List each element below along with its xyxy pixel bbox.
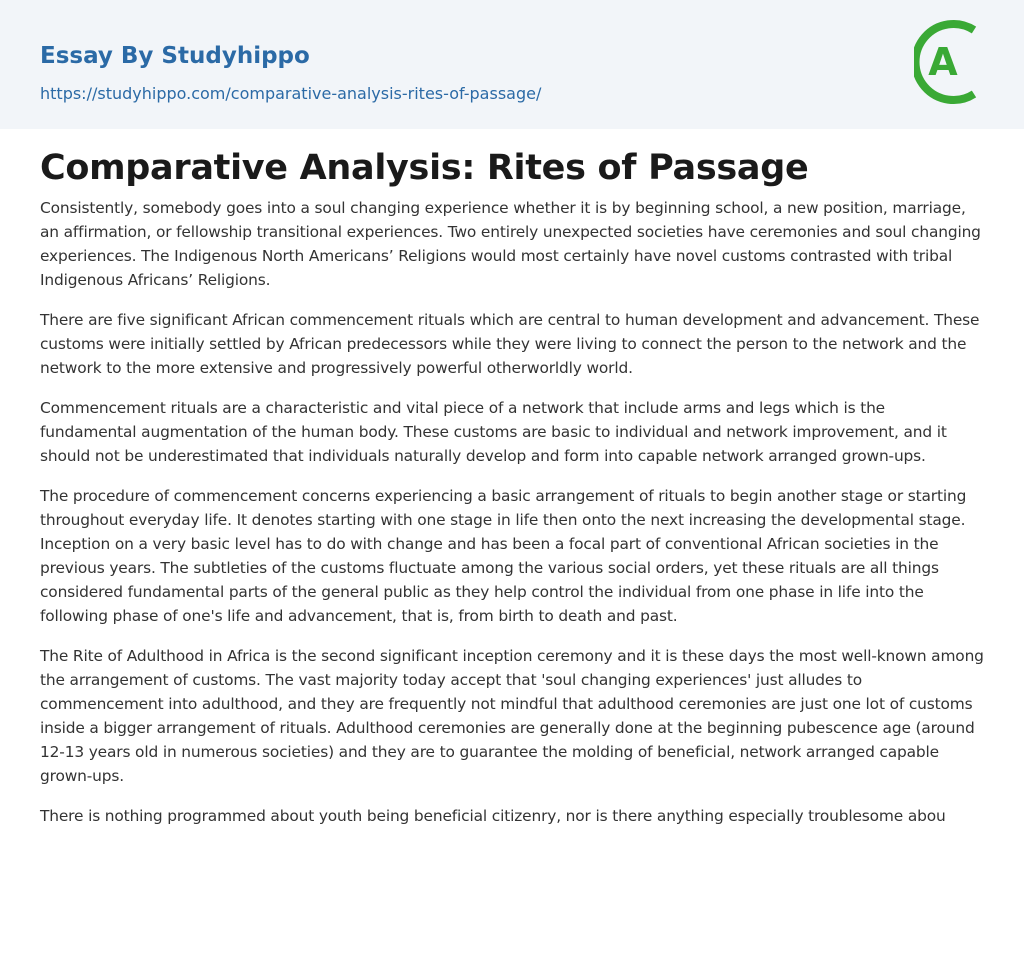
article-title: Comparative Analysis: Rites of Passage bbox=[40, 148, 809, 188]
article-paragraph: The Rite of Adulthood in Africa is the second significant inception ceremony and it is these days the most well-known among the arrangement of customs. The vast majority today accept that 'soul changing experiences' just alludes to commencement into adulthood, and they are frequently not mindful that adulthood ceremonies are just one lot of customs inside a bigger arrangement of rituals. Adulthood ceremonies are generally done at the beginning pubescence age (around 12-13 years old in numerous societies) and they are to guarantee the molding of beneficial, network arranged capable grown-ups. bbox=[40, 647, 984, 785]
site-brand[interactable]: Essay By Studyhippo bbox=[40, 43, 310, 69]
studyhippo-logo-icon[interactable] bbox=[914, 18, 986, 106]
article-paragraph: The procedure of commencement concerns experiencing a basic arrangement of rituals to begin another stage or starting throughout everyday life. It denotes starting with one stage in life then onto the next increasing the developmental stage. Inception on a very basic level has to do with change and has been a focal part of conventional African societies in the previous years. The subtleties of the customs fluctuate among the various social orders, yet these rituals are all things considered fundamental parts of the general public as they help control the individual from one phase in life into the following phase of one's life and advancement, that is, from birth to death and past. bbox=[40, 487, 967, 625]
logo-letter: A bbox=[928, 40, 958, 84]
article-paragraph: Commencement rituals are a characteristic and vital piece of a network that include arms and legs which is the fundamental augmentation of the human body. These customs are basic to individual and network improvement, and it should not be underestimated that individuals naturally develop and form into capable network arranged grown-ups. bbox=[40, 399, 947, 465]
article bbox=[0, 145, 1024, 828]
source-url-link[interactable]: https://studyhippo.com/comparative-analysis-rites-of-passage/ bbox=[40, 84, 542, 103]
site-header bbox=[0, 0, 1024, 129]
article-paragraph: There is nothing programmed about youth being beneficial citizenry, nor is there anything especially troublesome abou bbox=[40, 807, 946, 825]
article-paragraph: There are five significant African commencement rituals which are central to human development and advancement. These customs were initially settled by African predecessors while they were living to connect the person to the network and the network to the more extensive and progressively powerful otherworldly world. bbox=[40, 311, 980, 377]
article-paragraph: Consistently, somebody goes into a soul changing experience whether it is by beginning school, a new position, marriage, an affirmation, or fellowship transitional experiences. Two entirely unexpected societies have ceremonies and soul changing experiences. The Indigenous North Americans’ Religions would most certainly have novel customs contrasted with tribal Indigenous Africans’ Religions. bbox=[40, 199, 981, 289]
